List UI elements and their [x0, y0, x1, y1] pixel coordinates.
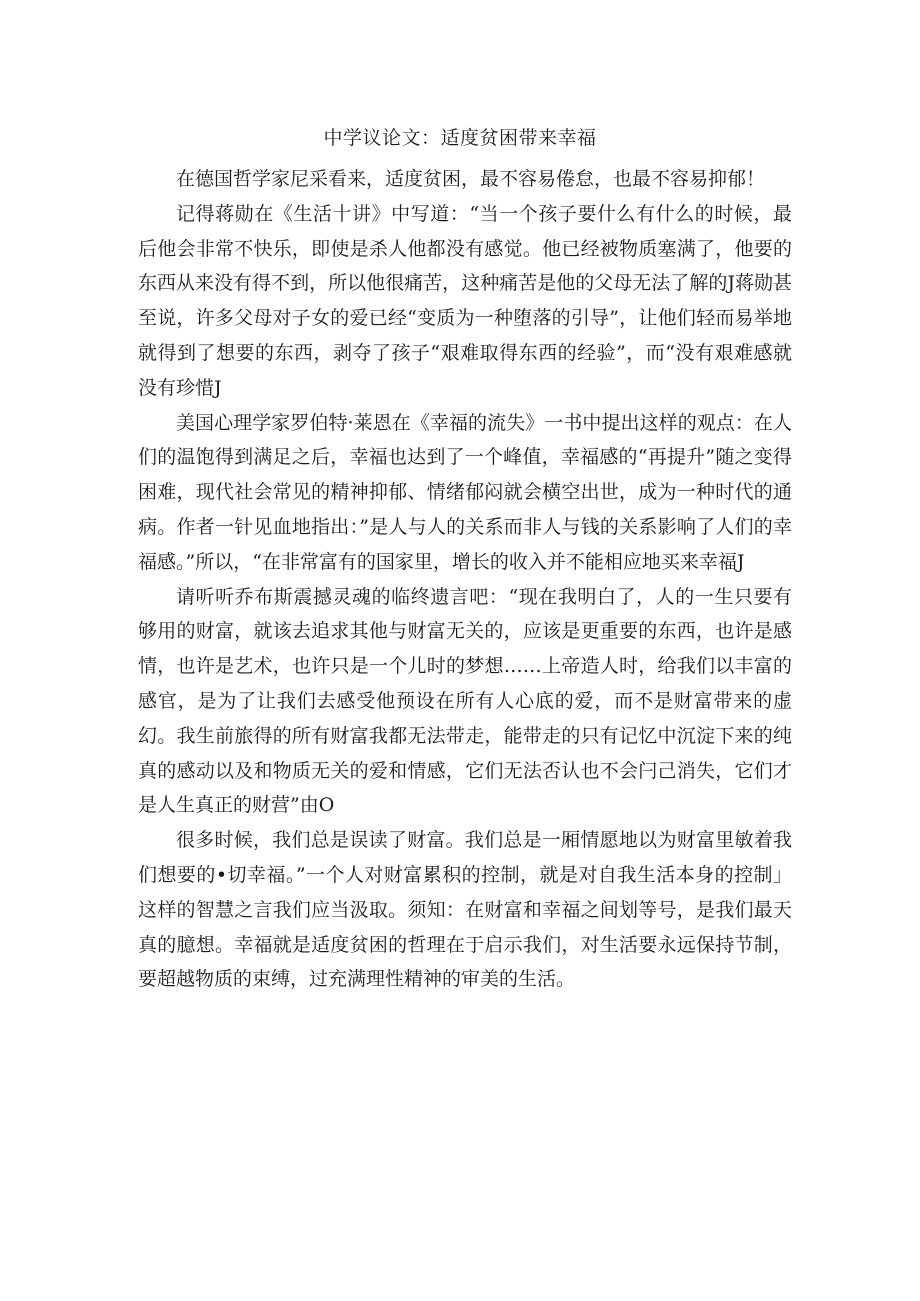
- paragraph-5: 很多时候，我们总是误读了财富。我们总是一厢情愿地以为财富里敏着我们想要的•切幸福。”一个人对财富累积的控制，就是对自我生活本身的控制」这样的智慧之言我们应当汲取。须知：在财富和幸福之间划等号，是我们最天真的臆想。幸福就是适度贫困的哲理在于启示我们，对生活要永远保持节制，要超越物质的束缚，过充满理性精神的审美的生活。: [138, 829, 792, 991]
- document-title: 中学议论文：适度贫困带来幸福: [323, 127, 597, 149]
- document-body: [138, 162, 792, 997]
- paragraph-4: 请听听乔布斯震撼灵魂的临终遗言吧：“现在我明白了，人的一生只要有够用的财富，就该去追求其他与财富无关的，应该是更重要的东西，也许是感情，也许是艺术，也许只是一个儿时的梦想……上帝造人时，给我们以丰富的感官，是为了让我们去感受他预设在所有人心底的爱，而不是财富带来的虚幻。我生前旅得的所有财富我都无法带走，能带走的只有记忆中沉淀下来的纯真的感动以及和物质无关的爱和情感，它们无法否认也不会闩己消失，它们才是人生真正的财营”由O: [138, 585, 792, 817]
- paragraph-2: 记得蒋勋在《生活十讲》中写道：“当一个孩子要什么有什么的时候，最后他会非常不快乐，即使是杀人他都没有感觉。他已经被物质塞满了，他要的东西从来没有得不到，所以他很痛苦，这种痛苦是他的父母无法了解的J蒋勋甚至说，许多父母对子女的爱已经“变质为一种堕落的引导”，让他们轻而易举地就得到了想要的东西，剥夺了孩子“艰难取得东西的经验”，而“没有艰难感就没有珍惜J: [138, 202, 792, 399]
- paragraph-3: 美国心理学家罗伯特·莱恩在《幸福的流失》一书中提出这样的观点：在人们的温饱得到满足之后，幸福也达到了一个峰值，幸福感的“再提升”随之变得困难，现代社会常见的精神抑郁、情绪郁闷就会横空出世，成为一种时代的通病。作者一针见血地指出：”是人与人的关系而非人与钱的关系影响了人们的幸福感。”所以，“在非常富有的国家里，增长的收入并不能相应地买来幸福J: [138, 411, 792, 573]
- paragraph-1: 在德国哲学家尼采看来，适度贫困，最不容易倦怠，也最不容易抑郁！: [176, 168, 766, 190]
